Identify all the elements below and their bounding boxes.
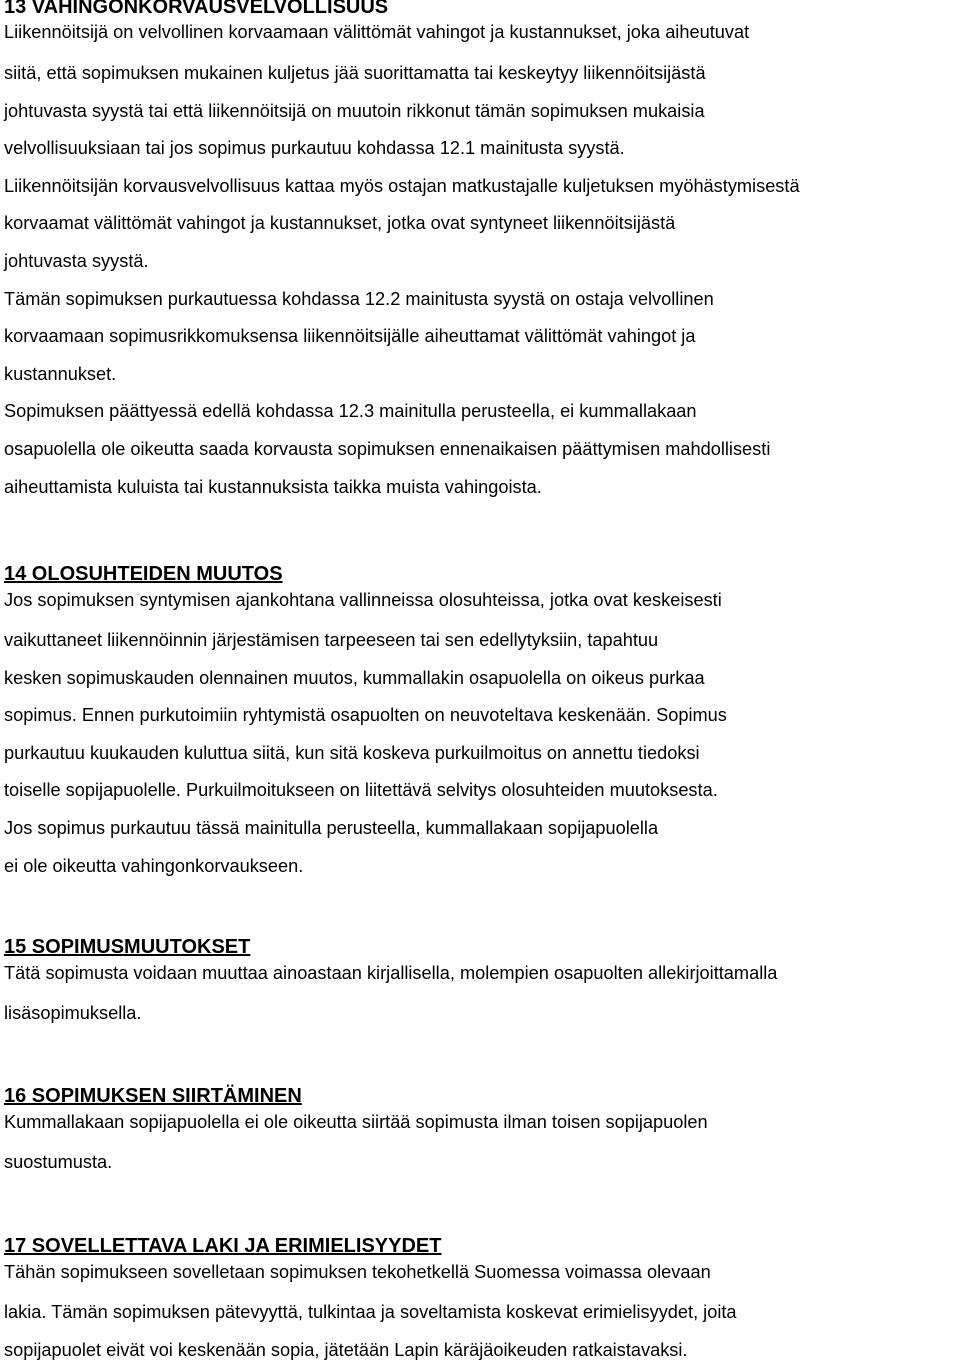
paragraph-line: kustannukset. — [4, 363, 117, 384]
paragraph-line: kesken sopimuskauden olennainen muutos, kummallakin osapuolella on oikeus purkaa — [4, 667, 705, 688]
paragraph-line: korvaamat välittömät vahingot ja kustannukset, jotka ovat syntyneet liikennöitsijästä — [4, 213, 676, 234]
paragraph-line: suostumusta. — [4, 1152, 113, 1172]
section-heading: 13 VAHINGONKORVAUSVELVOLLISUUS — [4, 0, 389, 18]
paragraph-line: korvaamaan sopimusrikkomuksensa liikennöitsijälle aiheuttamat välittömät vahingot ja — [4, 326, 696, 347]
paragraph-line: vaikuttaneet liikennöinnin järjestämisen tarpeeseen tai sen edellytyksiin, tapahtuu — [4, 630, 659, 650]
paragraph-line: toiselle sopijapuolelle. Purkuilmoitukseen on liitettävä selvitys olosuhteiden muutoksesta. — [4, 780, 718, 801]
section-heading: 16 SOPIMUKSEN SIIRTÄMINEN — [4, 1085, 302, 1107]
paragraph-line: Sopimuksen päättyessä edellä kohdassa 12.3 mainitulla perusteella, ei kummallakaan — [4, 401, 697, 422]
paragraph-line: lakia. Tämän sopimuksen pätevyyttä, tulkintaa ja soveltamista koskevat erimielisyydet, joita — [4, 1302, 737, 1322]
paragraph-line: aiheuttamista kuluista tai kustannuksista taikka muista vahingoista. — [4, 476, 542, 497]
paragraph-line: lisäsopimuksella. — [4, 1003, 142, 1023]
section-heading: 17 SOVELLETTAVA LAKI JA ERIMIELISYYDET — [4, 1235, 442, 1257]
paragraph-line: johtuvasta syystä tai että liikennöitsijä on muutoin rikkonut tämän sopimuksen mukaisia — [4, 100, 705, 121]
paragraph-line: johtuvasta syystä. — [4, 250, 149, 271]
paragraph-line: siitä, että sopimuksen mukainen kuljetus jää suorittamatta tai keskeytyy liikennöitsijästä — [4, 63, 706, 83]
paragraph-line: sopimus. Ennen purkutoimiin ryhtymistä osapuolten on neuvoteltava keskenään. Sopimus — [4, 705, 727, 726]
section-heading: 14 OLOSUHTEIDEN MUUTOS — [4, 563, 283, 585]
paragraph-line: velvollisuuksiaan tai jos sopimus purkautuu kohdassa 12.1 mainitusta syystä. — [4, 138, 625, 159]
section-17 — [4, 1235, 737, 1369]
section-16 — [4, 1085, 708, 1182]
paragraph-line: Kummallakaan sopijapuolella ei ole oikeutta siirtää sopimusta ilman toisen sopijapuolen — [4, 1112, 708, 1132]
paragraph-line: osapuolella ole oikeutta saada korvausta sopimuksen ennenaikaisen päättymisen mahdollisesti — [4, 438, 771, 459]
paragraph-line: sopijapuolet eivät voi keskenään sopia, jätetään Lapin käräjäoikeuden ratkaistavaksi. — [4, 1339, 688, 1360]
paragraph-line: Jos sopimus purkautuu tässä mainitulla perusteella, kummallakaan sopijapuolella — [4, 817, 659, 838]
paragraph-line: Jos sopimuksen syntymisen ajankohtana vallinneissa olosuhteissa, jotka ovat keskeisesti — [4, 590, 722, 610]
paragraph-line: purkautuu kuukauden kuluttua siitä, kun sitä koskeva purkuilmoitus on annettu tiedoksi — [4, 742, 700, 763]
paragraph-line: Liikennöitsijä on velvollinen korvaamaan välittömät vahingot ja kustannukset, joka aiheutuvat — [4, 22, 750, 42]
paragraph-line: Liikennöitsijän korvausvelvollisuus kattaa myös ostajan matkustajalle kuljetuksen myöhästymisestä — [4, 175, 800, 196]
section-13 — [4, 0, 800, 506]
paragraph-line: Tätä sopimusta voidaan muuttaa ainoastaan kirjallisella, molempien osapuolten allekirjoittamalla — [4, 963, 778, 983]
section-14 — [4, 563, 727, 885]
paragraph-line: ei ole oikeutta vahingonkorvaukseen. — [4, 855, 304, 876]
paragraph-line: Tämän sopimuksen purkautuessa kohdassa 12.2 mainitusta syystä on ostaja velvollinen — [4, 288, 714, 309]
section-heading: 15 SOPIMUSMUUTOKSET — [4, 936, 251, 958]
section-15 — [4, 936, 777, 1033]
paragraph-line: Tähän sopimukseen sovelletaan sopimuksen tekohetkellä Suomessa voimassa olevaan — [4, 1262, 711, 1282]
